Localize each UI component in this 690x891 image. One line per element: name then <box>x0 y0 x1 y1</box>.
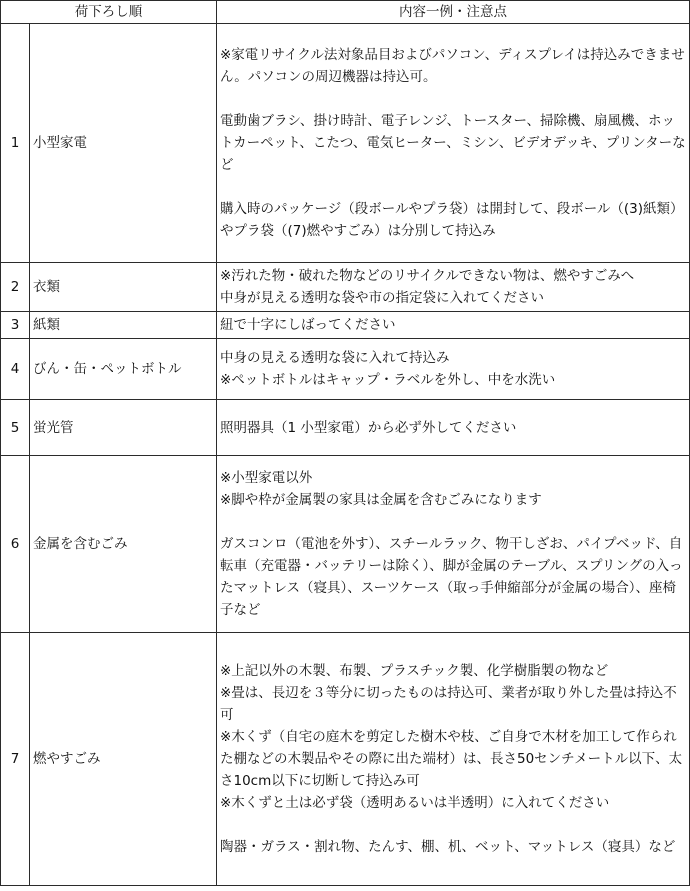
note-line: 電動歯ブラシ、掛け時計、電子レンジ、トースター、掃除機、扇風機、ホットカーペット、こたつ、電気ヒーター、ミシン、ビデオデッキ、プリンターなど <box>220 113 686 173</box>
row-notes <box>217 633 690 886</box>
note-line: ※上記以外の木製、布製、プラスチック製、化学樹脂製の物など <box>220 663 609 679</box>
row-number: 5 <box>1 400 30 456</box>
note-line: ※木くず（自宅の庭木を剪定した樹木や枝、ご自身で木材を加工して作られた棚などの木製品やその際に出た端材）は、長さ50センチメートル以下、太さ10cm以下に切断して持込み可 <box>220 729 683 789</box>
row-notes <box>217 400 690 456</box>
note-spacer <box>220 511 686 533</box>
row-number: 2 <box>1 263 30 312</box>
row-category: 衣類 <box>30 263 217 312</box>
row-number: 4 <box>1 339 30 400</box>
row-number: 7 <box>1 633 30 886</box>
table-row <box>1 339 690 400</box>
header-row <box>1 1 690 24</box>
row-notes <box>217 24 690 263</box>
note-line: ※汚れた物・破れた物などのリサイクルできない物は、燃やすごみへ <box>220 268 635 284</box>
row-category: 小型家電 <box>30 24 217 263</box>
header-content-notes: 内容一例・注意点 <box>217 1 690 24</box>
note-line: 中身が見える透明な袋や市の指定袋に入れてください <box>220 290 544 306</box>
row-category: 蛍光管 <box>30 400 217 456</box>
row-category: 燃やすごみ <box>30 633 217 886</box>
note-line: ※畳は、長辺を３等分に切ったものは持込可、業者が取り外した畳は持込不可 <box>220 685 677 723</box>
header-unloading-order: 荷下ろし順 <box>1 1 217 24</box>
table-row <box>1 24 690 263</box>
table-row <box>1 263 690 312</box>
row-category: 金属を含むごみ <box>30 456 217 633</box>
note-line: 購入時のパッケージ（段ボールやプラ袋）は開封して、段ボール（(3)紙類）やプラ袋（(7)燃やすごみ）は分別して持込み <box>220 201 684 239</box>
row-notes <box>217 263 690 312</box>
table-row <box>1 456 690 633</box>
note-line: 中身の見える透明な袋に入れて持込み <box>220 350 450 366</box>
note-line: ※木くずと土は必ず袋（透明あるいは半透明）に入れてください <box>220 795 610 811</box>
note-line: ガスコンロ（電池を外す）、スチールラック、物干しざお、パイプベッド、自転車（充電器・バッテリーは除く）、脚が金属のテーブル、スプリングの入ったマットレス（寝具）、スーツケース（取っ手伸縮部分が金属の場合）、座椅子など <box>220 536 683 618</box>
note-line: ※脚や枠が金属製の家具は金属を含むごみになります <box>220 492 542 508</box>
note-spacer <box>220 814 686 836</box>
note-line: 紐で十字にしばってください <box>220 317 396 333</box>
row-notes <box>217 312 690 339</box>
row-notes <box>217 456 690 633</box>
note-line: ※ペットボトルはキャップ・ラベルを外し、中を水洗い <box>220 372 556 388</box>
note-line: 照明器具（1 小型家電）から必ず外してください <box>220 419 517 436</box>
note-line: 陶器・ガラス・割れ物、たんす、棚、机、ベット、マットレス（寝具）など <box>220 839 676 855</box>
table-row <box>1 400 690 456</box>
row-category: 紙類 <box>30 312 217 339</box>
row-number: 6 <box>1 456 30 633</box>
row-notes <box>217 339 690 400</box>
table-row <box>1 312 690 339</box>
table-row <box>1 633 690 886</box>
row-category: びん・缶・ペットボトル <box>30 339 217 400</box>
note-line: ※家電リサイクル法対象品目およびパソコン、ディスプレイは持込みできません。パソコンの周辺機器は持込可。 <box>220 47 685 85</box>
note-spacer <box>220 176 686 198</box>
row-number: 1 <box>1 24 30 263</box>
note-line: ※小型家電以外 <box>220 470 313 486</box>
row-number: 3 <box>1 312 30 339</box>
note-spacer <box>220 88 686 110</box>
